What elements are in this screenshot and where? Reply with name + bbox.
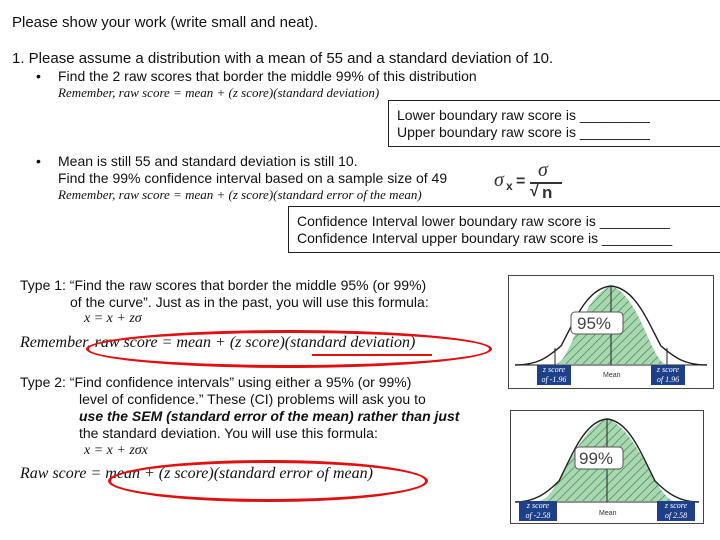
answer-upper-boundary[interactable]: Upper boundary raw score is _________ [397, 124, 650, 140]
type2-line4: the standard deviation. You will use this formula: [79, 425, 378, 441]
type2-line2: level of confidence.” These (CI) problems will ask you to [79, 391, 426, 407]
type2-line3: use the SEM (standard error of the mean) rather than just [79, 408, 460, 424]
bullet2-line2: Find the 99% confidence interval based on a sample size of 49 [58, 170, 448, 186]
type1-line1: Type 1: “Find the raw scores that border the middle 95% (or 99%) [20, 277, 427, 293]
sem-formula [494, 159, 574, 205]
question-1-title: 1. Please assume a distribution with a mean of 55 and a standard deviation of 10. [12, 50, 554, 67]
sqrt-icon: √ [530, 183, 539, 200]
bullet1-text: Find the 2 raw scores that border the middle 99% of this distribution [58, 68, 477, 84]
percent-95-label: 95% [577, 314, 612, 333]
type2-remember: Raw score = mean + (z score)(standard error of mean) [20, 465, 373, 482]
type2-line1: Type 2: “Find confidence intervals” using either a 95% (or 99%) [20, 374, 412, 390]
ci-upper-boundary[interactable]: Confidence Interval upper boundary raw score is _________ [297, 230, 673, 246]
bullet1-remember: Remember, raw score = mean + (z score)(standard deviation) [58, 85, 380, 100]
bullet2-line1: Mean is still 55 and standard deviation is still 10. [58, 153, 358, 169]
percent-99-label: 99% [579, 449, 614, 468]
z-label-left-99: z score of -2.58 [519, 501, 557, 521]
curve-99-card [510, 410, 704, 524]
bullet-icon: • [36, 153, 41, 169]
sigma-numerator: σ [538, 159, 548, 181]
bullet-icon: • [36, 68, 41, 84]
z-label-right-95: z score of 1.96 [651, 365, 685, 385]
mean-label-99: Mean [599, 510, 617, 517]
type1-formula: x = x + zσ [84, 311, 142, 326]
answer-lower-boundary[interactable]: Lower boundary raw score is _________ [397, 107, 650, 123]
curve-95-card [508, 275, 714, 389]
z-label-right-99: z score of 2.58 [657, 501, 695, 521]
sigma-subscript: x [506, 179, 513, 193]
type1-remember: Remember, raw score = mean + (z score)(standard deviation) [20, 334, 416, 351]
bullet2-remember: Remember, raw score = mean + (z score)(standard error of the mean) [58, 187, 422, 202]
highlight-oval-2 [108, 460, 428, 502]
equals-sign: = [516, 173, 526, 190]
mean-label-95: Mean [603, 372, 621, 379]
instruction-text: Please show your work (write small and neat). [12, 14, 318, 31]
highlight-oval-1 [86, 330, 492, 368]
type2-formula: x = x + zσx [84, 443, 148, 458]
sigma-symbol: σ [494, 169, 504, 191]
sample-size-n: n [542, 183, 553, 202]
z-label-left-95: z score of -1.96 [537, 365, 571, 385]
ci-lower-boundary[interactable]: Confidence Interval lower boundary raw score is _________ [297, 213, 670, 229]
type1-line2: of the curve”. Just as in the past, you will use this formula: [70, 294, 429, 310]
